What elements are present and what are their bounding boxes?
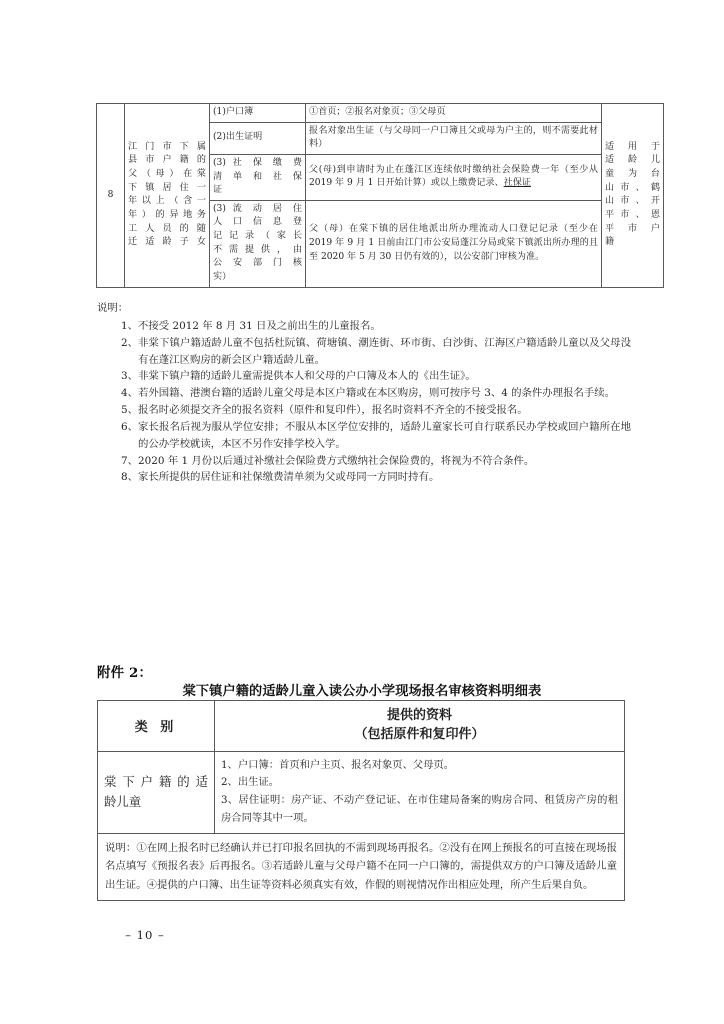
note-list-item: [121, 368, 631, 385]
explanatory-notes: [97, 300, 631, 486]
material-item-line: (3) 社 保 缴 费: [213, 157, 302, 168]
category-line: 迁适龄子女: [128, 237, 206, 248]
note-list-item: [121, 469, 631, 486]
materials-value-cell: [215, 751, 625, 833]
note-text: 报名时必须提交齐全的报名资料（原件和复印件），报名时资料不齐全的不接受报名。: [138, 404, 528, 417]
category-line: 县市户籍的: [128, 155, 206, 166]
note-text: 不接受 2012 年 8 月 31 日及之前出生的儿童报名。: [138, 319, 381, 332]
applicability-line: 适 龄 儿: [605, 155, 660, 166]
onsite-registration-table: [97, 700, 625, 901]
material-desc-cell: 报名对象出生证（与父母同一户口簿且父或母为户主的，则不需要此材料）: [306, 122, 602, 154]
note-number: 3、: [121, 370, 139, 383]
category-line: 年）的异地务: [128, 209, 206, 220]
note-list-item: [121, 385, 631, 402]
category-line: 父（母）在棠: [128, 169, 206, 180]
table-note-cell: 说明：①在网上报名时已经确认并已打印报名回执的不需到现场再报名。②没有在网上预报名的可直接在现场报名点填写《预报名表》后再报名。③若适龄儿童与父母户籍不在同一户口簿的，需提供双方的户口簿及适龄儿童出生证。④提供的户口簿、出生证等资料必须真实有效，作假的则视情况作出相应处理，所产生后果自负。: [98, 833, 625, 901]
category-line: 棠下户籍的适: [104, 773, 208, 789]
applicability-note-cell: [602, 104, 664, 288]
table-row: [98, 751, 625, 833]
table-header-row: [98, 701, 625, 752]
column-header-materials: [215, 701, 625, 752]
material-item-line: 记记录（家长: [213, 231, 302, 242]
applicability-line: 籍: [605, 237, 615, 248]
material-desc-cell: [306, 154, 602, 200]
registration-materials-table: [96, 103, 664, 288]
applicability-line: 平 市 户: [605, 223, 660, 234]
note-list-item: [121, 402, 631, 419]
note-number: 4、: [121, 387, 139, 400]
note-number: 2、: [121, 336, 139, 349]
note-text: 若外国籍、港澳台籍的适龄儿童父母是本区户籍或在本区购房，则可按序号 3、4 的条件办理报名手续。: [138, 387, 616, 400]
category-line: 下镇居住一: [128, 182, 206, 193]
desc-text: 父(母)到申请时为止在蓬江区连续依时缴纳社会保险费一年（至少从 2019 年 9 月 1 日开始计算）或以上缴费记录、: [309, 164, 598, 189]
material-item-line: (3) 流 动 居 住: [213, 203, 302, 214]
category-line: 工人员的随: [128, 223, 206, 234]
note-number: 1、: [121, 319, 139, 332]
material-item-line: 证: [213, 185, 223, 196]
row-sequence-number: 8: [97, 104, 125, 288]
note-text: 非棠下镇户籍适龄儿童不包括杜阮镇、荷塘镇、潮连街、环市街、白沙街、江海区户籍适龄儿童以及父母没有在蓬江区购房的新会区户籍适龄儿童。: [138, 336, 631, 366]
attachment-label: 附件 2：: [97, 665, 153, 681]
note-list-item: [121, 335, 631, 369]
desc-underlined-text: 社保证: [503, 178, 531, 189]
applicability-line: 平市、恩: [605, 209, 660, 220]
note-text: 家长所提供的居住证和社保缴费清单须为父或母同一方同时持有。: [138, 471, 440, 484]
material-list-item: 3、居住证明：房产证、不动产登记证、在市住建局备案的购房合同、租赁房产房的租房合同等其中一项。: [221, 794, 618, 824]
note-text: 2020 年 1 月份以后通过补缴社会保险费方式缴纳社会保险费的，将视为不符合条件。: [138, 454, 535, 467]
applicability-line: 山市、鹤: [605, 182, 660, 193]
material-item-line: (2)出生证明: [213, 132, 263, 143]
note-number: 8、: [121, 471, 139, 484]
table-note-row: [98, 833, 625, 901]
material-item-line: 人 口 信 息 登: [213, 217, 302, 228]
material-item-line: 公 安 部 门 核: [213, 258, 302, 269]
material-item-line: 清 单 和 社 保: [213, 171, 302, 182]
column-header-category: 类 别: [98, 701, 215, 752]
materials-header-line1: 提供的资料: [386, 708, 452, 723]
material-item-cell: [210, 104, 306, 123]
applicability-line: 适 用 于: [605, 141, 660, 152]
category-line: 江门市下属: [128, 141, 206, 152]
material-item-line: (1)户口簿: [213, 107, 254, 117]
note-number: 6、: [121, 420, 139, 433]
material-item-cell: [210, 122, 306, 154]
attachment-title: 棠下镇户籍的适龄儿童入读公办小学现场报名审核资料明细表: [182, 684, 542, 699]
applicability-line: 山市、开: [605, 196, 660, 207]
note-number: 5、: [121, 404, 139, 417]
category-line: 年以上（含一: [128, 196, 206, 207]
material-desc-cell: 父（母）在棠下镇的居住地派出所办理流动人口登记记录（至少在 2019 年 9 月 1 日前由江门市公安局蓬江分局或棠下镇派出所办理的且至 2020 年 5 月 30 日仍有效的），以公安部门审核为准。: [306, 200, 602, 287]
note-text: 非棠下镇户籍的适龄儿童需提供本人和父母的户口簿及本人的《出生证》。: [138, 370, 476, 383]
material-item-line: 实）: [213, 272, 232, 283]
applicability-line: 童 为 台: [605, 169, 660, 180]
category-value-cell: [98, 751, 215, 833]
notes-title: 说明：: [97, 302, 129, 314]
table-row: [97, 104, 664, 123]
materials-header-line2: （包括原件和复印件）: [354, 726, 485, 742]
note-list-item: [121, 453, 631, 470]
category-line: 龄儿童: [104, 794, 142, 810]
material-item-line: 不需提供，由: [213, 244, 302, 255]
note-number: 7、: [121, 454, 139, 467]
note-text: 家长报名后视为服从学位安排；不服从本区学位安排的，适龄儿童家长可自行联系民办学校或回户籍所在地的公办学校就读，本区不另作安排学校入学。: [138, 420, 631, 450]
material-item-cell: [210, 154, 306, 200]
note-list-item: [121, 318, 631, 335]
material-list-item: 1、户口簿：首页和户主页、报名对象页、父母页。: [221, 758, 455, 771]
page-number: – 10 –: [125, 928, 165, 942]
note-list-item: [121, 419, 631, 453]
material-item-cell: [210, 200, 306, 287]
row-category-cell: [125, 104, 210, 288]
material-desc-cell: ①首页；②报名对象页；③父母页: [306, 104, 602, 123]
material-list-item: 2、出生证。: [221, 776, 280, 789]
